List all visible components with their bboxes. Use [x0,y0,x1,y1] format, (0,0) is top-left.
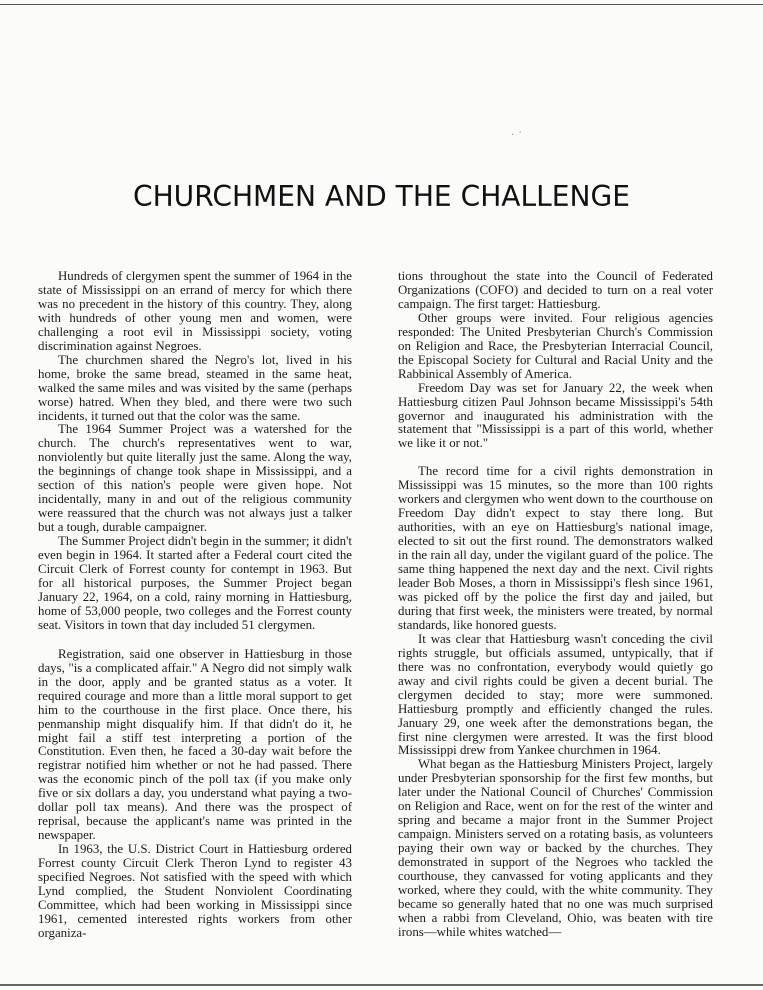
paragraph: Registration, said one observer in Hattiesburg in those days, "is a complicated affair." A Negro did not simply walk in the door, apply and be granted status as a voter. It required courage and more than a little moral support to get him to the courthouse in the first place. Once there, his penmanship might disqualify him. If that didn't do it, he might fail a stiff test interpreting a portion of the Constitution. Even then, he faced a 30-day wait before the registrar notified him whether or not he had passed. There was the economic pinch of the poll tax (if you make only five or six dollars a day, you understand what paying a two-dollar poll tax means). And there was the prospect of reprisal, because the applicant's name was printed in the newspaper. [38,646,352,843]
paragraph: Freedom Day was set for January 22, the week when Hattiesburg citizen Paul Johnson became Mississippi's 54th governor and inaugurated his administration with the statement that "Mississippi is a part of this world, whether we like it or not." [398,380,713,451]
paragraph: The churchmen shared the Negro's lot, lived in his home, broke the same bread, steamed in the same heat, walked the same miles and was visited by the same (perhaps worse) hatred. When they bled, and there were two such incidents, it turned out that the color was the same. [38,352,352,423]
paragraph: Other groups were invited. Four religious agencies responded: The United Presbyterian Church's Commission on Religion and Race, the Presbyterian Interracial Council, the Episcopal Society for Cultural and Racial Unity and the Rabbinical Assembly of America. [398,310,713,381]
paragraph: What began as the Hattiesburg Ministers Project, largely under Presbyterian sponsorship for the first few months, but later under the National Council of Churches' Commission on Religion and Race, went on for the rest of the winter and spring and became a major front in the Summer Project campaign. Ministers served on a rotating basis, as volunteers paying their own way or backed by the churches. They demonstrated in support of the Negroes who tackled the courthouse, they canvassed for voting applicants and they worked, where they could, with the white community. They became so generally hated that no one was much surprised when a rabbi from Cleveland, Ohio, was beaten with tire irons—while whites watched— [398,757,713,939]
section-gap [38,633,352,648]
top-rule [0,4,763,5]
scan-speck: . · [511,128,523,138]
paragraph: In 1963, the U.S. District Court in Hattiesburg ordered Forrest county Circuit Clerk Theron Lynd to register 43 specified Negroes. Not satisfied with the speed with which Lynd complied, the Student Nonviolent Coordinating Committee, which had been working in Mississippi since 1961, cemented interested rights workers from other organiza- [38,842,352,940]
section-gap [398,451,713,465]
paragraph: tions throughout the state into the Council of Federated Organizations (COFO) and decided to turn on a real voter campaign. The first target: Hattiesburg. [398,269,713,311]
paragraph: The record time for a civil rights demonstration in Mississippi was 15 minutes, so the more than 100 rights workers and clergymen who went down to the courthouse on Freedom Day didn't expect to stay there long. But authorities, with an eye on Hattiesburg's national image, elected to sit out the first round. The demonstrators walked in the rain all day, under the vigilant guard of the police. The same thing happened the next day and the next. Civil rights leader Bob Moses, a thorn in Mississippi's flesh since 1961, was picked off by the police the first day and jailed, but during that first week, the ministers were treated, by normal standards, like honored guests. [398,464,713,632]
article-title: CHURCHMEN AND THE CHALLENGE [132,180,631,213]
bottom-rule [0,984,763,986]
left-column [38,270,352,941]
right-column [398,270,713,940]
paragraph: The Summer Project didn't begin in the summer; it didn't even begin in 1964. It started after a Federal court cited the Circuit Clerk of Forrest county for contempt in 1963. But for all historical purposes, the Summer Project began January 22, 1964, on a cold, rainy morning in Hattiesburg, home of 53,000 people, two colleges and the Forrest county seat. Visitors in town that day included 51 clergymen. [38,534,352,632]
paragraph: The 1964 Summer Project was a watershed for the church. The church's representatives went to war, nonviolently but quite literally just the same. Along the way, the beginnings of change took shape in Mississippi, and a section of this nation's people were given hope. Not incidentally, many in and out of the religious community were reassured that the church was not always just a talker but a tough, durable campaigner. [38,422,352,535]
paragraph: Hundreds of clergymen spent the summer of 1964 in the state of Mississippi on an errand of mercy for which there was no precedent in the history of this country. They, along with hundreds of other young men and women, were challenging a root evil in Mississippi society, voting discrimination against Negroes. [38,269,352,353]
paragraph: It was clear that Hattiesburg wasn't conceding the civil rights struggle, but officials assumed, untypically, that if there was no confrontation, everybody would quietly go away and civil rights could be given a decent burial. The clergymen decided to stay; more were summoned. Hattiesburg promptly and efficiently changed the rules. January 29, one week after the demonstrations began, the first nine clergymen were arrested. It was the first blood Mississippi drew from Yankee churchmen in 1964. [398,631,713,758]
